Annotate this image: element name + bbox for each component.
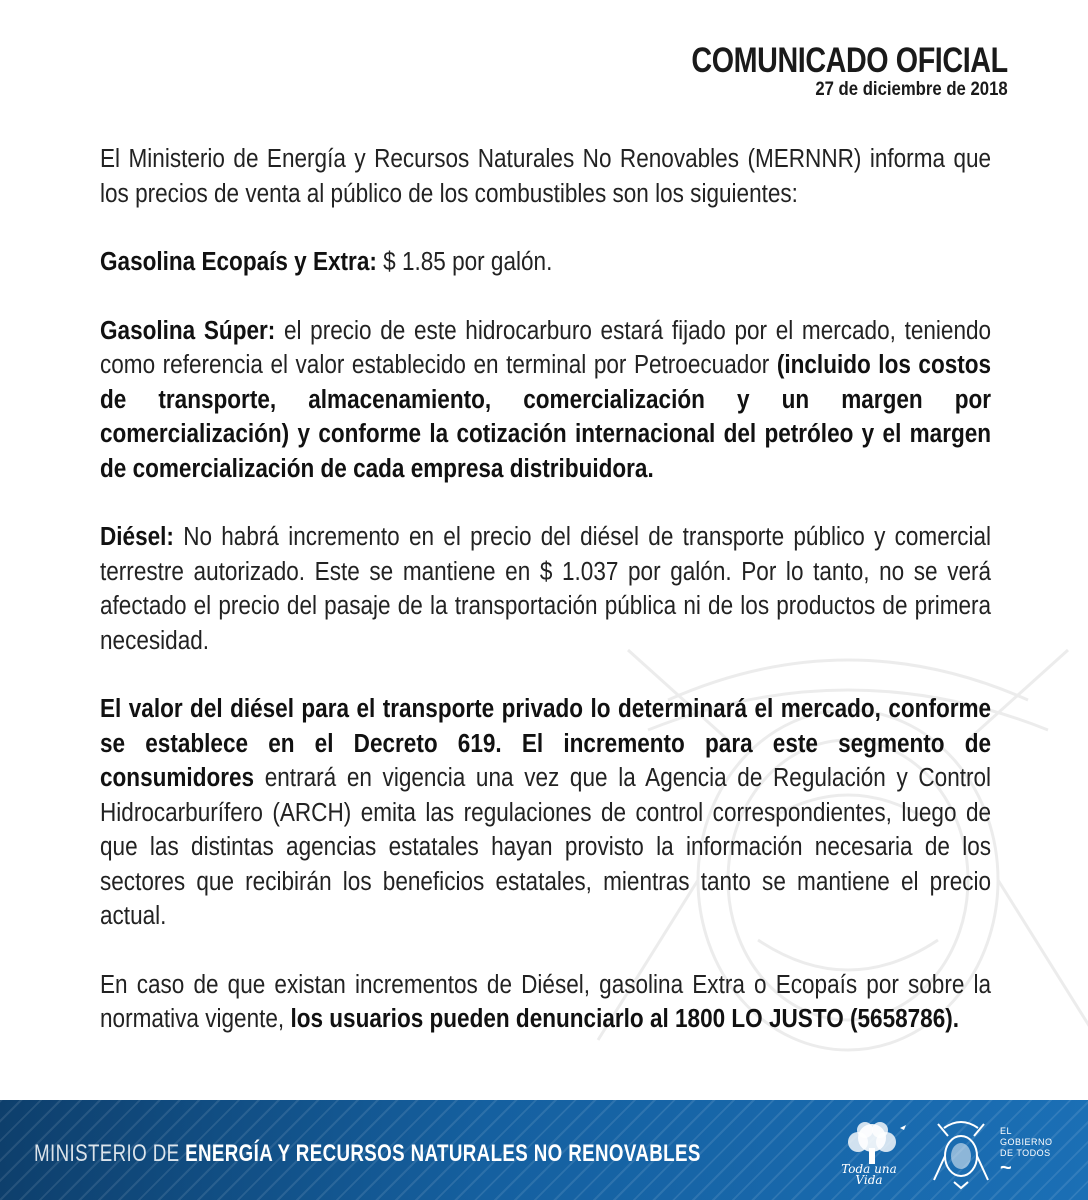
gob-line-1: EL bbox=[1000, 1126, 1013, 1136]
document-date: 27 de diciembre de 2018 bbox=[815, 79, 1008, 100]
gob-wave-icon: ~ bbox=[1000, 1157, 1013, 1179]
ecuador-coat-of-arms-icon bbox=[930, 1118, 992, 1190]
diesel-label: Diésel: bbox=[100, 523, 174, 551]
ministry-name-prefix: MINISTERIO DE bbox=[34, 1140, 186, 1167]
gasolina-super-paragraph bbox=[100, 314, 991, 487]
document-header bbox=[622, 42, 1008, 100]
intro-text: El Ministerio de Energía y Recursos Naturales No Renovables (MERNNR) informa que los precios de venta al público de los combustibles son los siguientes: bbox=[100, 145, 992, 208]
toda-una-vida-text bbox=[834, 1164, 904, 1186]
tree-text-2: una bbox=[874, 1162, 897, 1176]
diesel-privado-bold-text: El valor del diésel para el transporte privado lo determinará el mercado, conforme se establece en el Decreto 619. El incremento para este segmento de consumidores bbox=[100, 695, 992, 792]
gasolina-super-bold-text: (incluido los costos de transporte, almacenamiento, comercialización y un margen por comercialización) y conforme la cotización internacional del petróleo y el margen de comercialización de cada empresa distribuidora. bbox=[100, 351, 992, 483]
diesel-privado-text: entrará en vigencia una vez que la Agencia de Regulación y Control Hidrocarburífero (ARCH) emita las regulaciones de control correspondientes, luego de que las distintas agencias estatales hayan provisto la información necesaria de los sectores que recibirán los beneficios estatales, mientras tanto se mantiene el precio actual. bbox=[100, 764, 992, 930]
ministry-name-main: ENERGÍA Y RECURSOS NATURALES NO RENOVABLES bbox=[185, 1140, 701, 1167]
denuncia-bold-text: los usuarios pueden denunciarlo al 1800 LO JUSTO (5658786). bbox=[290, 1005, 960, 1033]
gasolina-super-label: Gasolina Súper: bbox=[100, 316, 276, 345]
diesel-paragraph bbox=[100, 520, 991, 658]
intro-paragraph bbox=[100, 142, 991, 211]
ministry-name bbox=[34, 1140, 701, 1168]
gob-line-2: GOBIERNO bbox=[1000, 1137, 1053, 1147]
denuncia-paragraph bbox=[100, 968, 991, 1037]
gasolina-ecopais-paragraph bbox=[100, 245, 991, 280]
diesel-text: No habrá incremento en el precio del diésel de transporte público y comercial terrestre autorizado. Este se mantiene en $ 1.037 por galón. Por lo tanto, no se verá afectado el precio del pasaje de la transportación pública ni de los productos de primera necesidad. bbox=[100, 523, 992, 655]
gasolina-super-text: el precio de este hidrocarburo estará fijado por el mercado, teniendo como referencia el valor establecido en terminal por Petroecuador bbox=[100, 316, 992, 379]
diesel-privado-paragraph bbox=[100, 692, 991, 934]
tree-text-1: Toda bbox=[841, 1162, 871, 1176]
gasolina-ecopais-price: $ 1.85 por galón. bbox=[376, 248, 553, 276]
gasolina-ecopais-label: Gasolina Ecopaís y Extra: bbox=[100, 248, 377, 276]
denuncia-text: En caso de que existan incrementos de Diésel, gasolina Extra o Ecopaís por sobre la normativa vigente, bbox=[100, 970, 992, 1033]
document-body bbox=[100, 142, 1088, 1037]
tree-text-3: Vida bbox=[855, 1173, 883, 1187]
gob-line-3: DE TODOS bbox=[1000, 1148, 1051, 1158]
document-title: COMUNICADO OFICIAL bbox=[691, 41, 1008, 80]
gobierno-de-todos-logo bbox=[1000, 1126, 1053, 1177]
footer-banner bbox=[0, 1100, 1088, 1200]
